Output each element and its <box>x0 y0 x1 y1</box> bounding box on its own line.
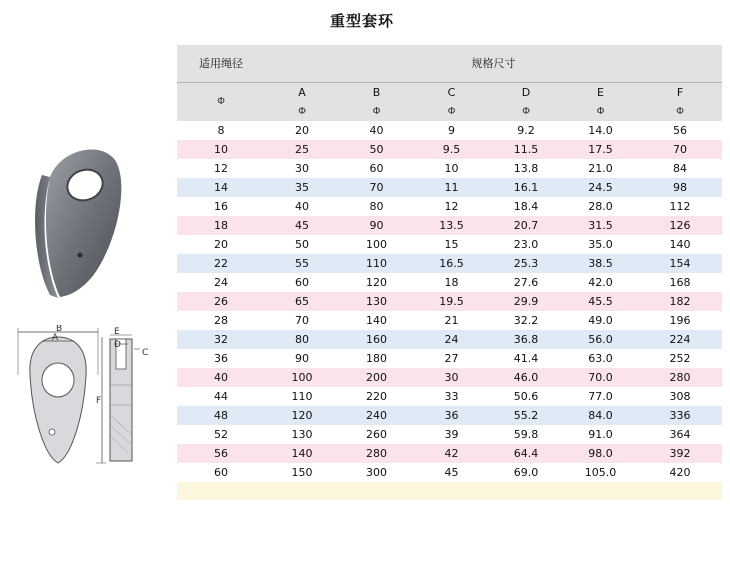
table-cell: 21.0 <box>563 159 638 178</box>
table-cell: 11 <box>414 178 489 197</box>
table-cell: 35.0 <box>563 235 638 254</box>
table-cell: 36 <box>414 406 489 425</box>
table-row <box>177 140 722 159</box>
table-cell: 98.0 <box>563 444 638 463</box>
header-col-b: B <box>339 83 414 104</box>
table-row <box>177 292 722 311</box>
page-title: 重型套环 <box>330 12 395 30</box>
table-cell: 260 <box>339 425 414 444</box>
table-cell: 16 <box>177 197 265 216</box>
table-row <box>177 330 722 349</box>
table-row <box>177 368 722 387</box>
table-cell: 56 <box>177 444 265 463</box>
table-cell: 30 <box>414 368 489 387</box>
table-cell: 21 <box>414 311 489 330</box>
header-row-main <box>177 45 722 83</box>
header-phi-a: Φ <box>265 103 339 121</box>
table-cell: 50.6 <box>489 387 563 406</box>
table-cell: 80 <box>265 330 339 349</box>
table-cell: 300 <box>339 463 414 482</box>
table-cell: 69.0 <box>489 463 563 482</box>
label-d: D <box>114 340 121 350</box>
table-cell: 154 <box>638 254 722 273</box>
table-cell: 30 <box>265 159 339 178</box>
table-cell: 9 <box>414 121 489 140</box>
table-cell: 220 <box>339 387 414 406</box>
label-e: E <box>114 327 120 337</box>
table-cell: 39 <box>414 425 489 444</box>
label-c: C <box>142 348 149 358</box>
thimble-photo <box>20 135 140 305</box>
table-cell: 9.2 <box>489 121 563 140</box>
table-cell: 29.9 <box>489 292 563 311</box>
table-cell: 64.4 <box>489 444 563 463</box>
table-cell: 130 <box>265 425 339 444</box>
table-cell: 48 <box>177 406 265 425</box>
table-cell: 56.0 <box>563 330 638 349</box>
table-row <box>177 254 722 273</box>
header-phi-f: Φ <box>638 103 722 121</box>
table-cell: 308 <box>638 387 722 406</box>
table-cell: 100 <box>339 235 414 254</box>
table-cell: 70 <box>339 178 414 197</box>
footer-cell <box>177 482 722 500</box>
table-row <box>177 121 722 140</box>
table-cell: 336 <box>638 406 722 425</box>
table-cell: 180 <box>339 349 414 368</box>
table-cell: 31.5 <box>563 216 638 235</box>
table-cell: 84 <box>638 159 722 178</box>
table-cell: 32 <box>177 330 265 349</box>
header-row-columns <box>177 83 722 104</box>
table-cell: 22 <box>177 254 265 273</box>
table-cell: 110 <box>265 387 339 406</box>
table-footer-bar <box>177 482 722 500</box>
table-cell: 9.5 <box>414 140 489 159</box>
table-cell: 168 <box>638 273 722 292</box>
table-cell: 240 <box>339 406 414 425</box>
header-col-d: D <box>489 83 563 104</box>
label-b: B <box>56 325 63 334</box>
table-cell: 90 <box>265 349 339 368</box>
table-cell: 105.0 <box>563 463 638 482</box>
table-cell: 65 <box>265 292 339 311</box>
header-phi-c: Φ <box>414 103 489 121</box>
spec-table <box>177 45 722 500</box>
table-cell: 40 <box>177 368 265 387</box>
table-cell: 56 <box>638 121 722 140</box>
table-cell: 60 <box>177 463 265 482</box>
table-cell: 27 <box>414 349 489 368</box>
table-cell: 70.0 <box>563 368 638 387</box>
table-cell: 140 <box>339 311 414 330</box>
table-cell: 55 <box>265 254 339 273</box>
table-cell: 24 <box>177 273 265 292</box>
table-cell: 150 <box>265 463 339 482</box>
table-cell: 25 <box>265 140 339 159</box>
table-cell: 70 <box>638 140 722 159</box>
table-row <box>177 159 722 178</box>
table-cell: 42 <box>414 444 489 463</box>
header-phi-b: Φ <box>339 103 414 121</box>
table-cell: 23.0 <box>489 235 563 254</box>
table-row <box>177 387 722 406</box>
table-cell: 60 <box>339 159 414 178</box>
table-cell: 80 <box>339 197 414 216</box>
table-cell: 11.5 <box>489 140 563 159</box>
table-cell: 18 <box>414 273 489 292</box>
dimension-diagram <box>10 325 160 470</box>
table-cell: 36 <box>177 349 265 368</box>
table-cell: 90 <box>339 216 414 235</box>
table-row <box>177 178 722 197</box>
table-cell: 41.4 <box>489 349 563 368</box>
table-cell: 91.0 <box>563 425 638 444</box>
table-cell: 36.8 <box>489 330 563 349</box>
label-a: A <box>52 333 59 343</box>
header-phi-d: Φ <box>489 103 563 121</box>
table-cell: 40 <box>339 121 414 140</box>
table-row <box>177 349 722 368</box>
table-cell: 32.2 <box>489 311 563 330</box>
table-cell: 77.0 <box>563 387 638 406</box>
table-cell: 52 <box>177 425 265 444</box>
table-cell: 18 <box>177 216 265 235</box>
table-cell: 26 <box>177 292 265 311</box>
table-cell: 20.7 <box>489 216 563 235</box>
table-cell: 49.0 <box>563 311 638 330</box>
table-cell: 196 <box>638 311 722 330</box>
table-row <box>177 197 722 216</box>
table-cell: 24.5 <box>563 178 638 197</box>
table-cell: 130 <box>339 292 414 311</box>
header-phi: Φ <box>177 83 265 122</box>
header-col-e: E <box>563 83 638 104</box>
table-cell: 20 <box>177 235 265 254</box>
table-cell: 140 <box>265 444 339 463</box>
table-cell: 110 <box>339 254 414 273</box>
table-cell: 42.0 <box>563 273 638 292</box>
header-spec-size: 规格尺寸 <box>265 45 722 83</box>
table-cell: 50 <box>339 140 414 159</box>
table-cell: 120 <box>339 273 414 292</box>
table-cell: 24 <box>414 330 489 349</box>
table-cell: 46.0 <box>489 368 563 387</box>
table-cell: 63.0 <box>563 349 638 368</box>
table-row <box>177 216 722 235</box>
table-cell: 16.5 <box>414 254 489 273</box>
table-cell: 40 <box>265 197 339 216</box>
table-cell: 160 <box>339 330 414 349</box>
table-row <box>177 235 722 254</box>
table-cell: 13.5 <box>414 216 489 235</box>
header-phi-e: Φ <box>563 103 638 121</box>
header-col-c: C <box>414 83 489 104</box>
table-cell: 70 <box>265 311 339 330</box>
label-f: F <box>96 396 102 406</box>
table-cell: 28 <box>177 311 265 330</box>
table-cell: 112 <box>638 197 722 216</box>
table-cell: 280 <box>638 368 722 387</box>
table-cell: 19.5 <box>414 292 489 311</box>
table-cell: 59.8 <box>489 425 563 444</box>
table-cell: 14.0 <box>563 121 638 140</box>
header-col-a: A <box>265 83 339 104</box>
table-cell: 84.0 <box>563 406 638 425</box>
table-cell: 392 <box>638 444 722 463</box>
table-cell: 45 <box>265 216 339 235</box>
table-row <box>177 425 722 444</box>
table-row <box>177 463 722 482</box>
table-cell: 10 <box>177 140 265 159</box>
table-cell: 20 <box>265 121 339 140</box>
table-cell: 10 <box>414 159 489 178</box>
table-cell: 16.1 <box>489 178 563 197</box>
table-cell: 28.0 <box>563 197 638 216</box>
table-cell: 200 <box>339 368 414 387</box>
table-cell: 224 <box>638 330 722 349</box>
table-cell: 33 <box>414 387 489 406</box>
table-cell: 12 <box>414 197 489 216</box>
table-cell: 280 <box>339 444 414 463</box>
table-cell: 126 <box>638 216 722 235</box>
table-cell: 55.2 <box>489 406 563 425</box>
table-cell: 8 <box>177 121 265 140</box>
header-col-f: F <box>638 83 722 104</box>
table-cell: 45.5 <box>563 292 638 311</box>
table-cell: 120 <box>265 406 339 425</box>
table-cell: 14 <box>177 178 265 197</box>
table-cell: 420 <box>638 463 722 482</box>
table-row <box>177 311 722 330</box>
table-cell: 27.6 <box>489 273 563 292</box>
table-row <box>177 406 722 425</box>
table-cell: 98 <box>638 178 722 197</box>
table-cell: 140 <box>638 235 722 254</box>
table-cell: 364 <box>638 425 722 444</box>
table-cell: 50 <box>265 235 339 254</box>
table-cell: 25.3 <box>489 254 563 273</box>
table-cell: 35 <box>265 178 339 197</box>
table-cell: 12 <box>177 159 265 178</box>
table-cell: 45 <box>414 463 489 482</box>
table-cell: 38.5 <box>563 254 638 273</box>
table-cell: 13.8 <box>489 159 563 178</box>
table-cell: 182 <box>638 292 722 311</box>
table-cell: 15 <box>414 235 489 254</box>
table-cell: 44 <box>177 387 265 406</box>
table-cell: 100 <box>265 368 339 387</box>
header-rope-diameter: 适用绳径 <box>177 45 265 83</box>
table-row <box>177 273 722 292</box>
table-cell: 252 <box>638 349 722 368</box>
table-cell: 17.5 <box>563 140 638 159</box>
table-cell: 60 <box>265 273 339 292</box>
table-row <box>177 444 722 463</box>
table-cell: 18.4 <box>489 197 563 216</box>
